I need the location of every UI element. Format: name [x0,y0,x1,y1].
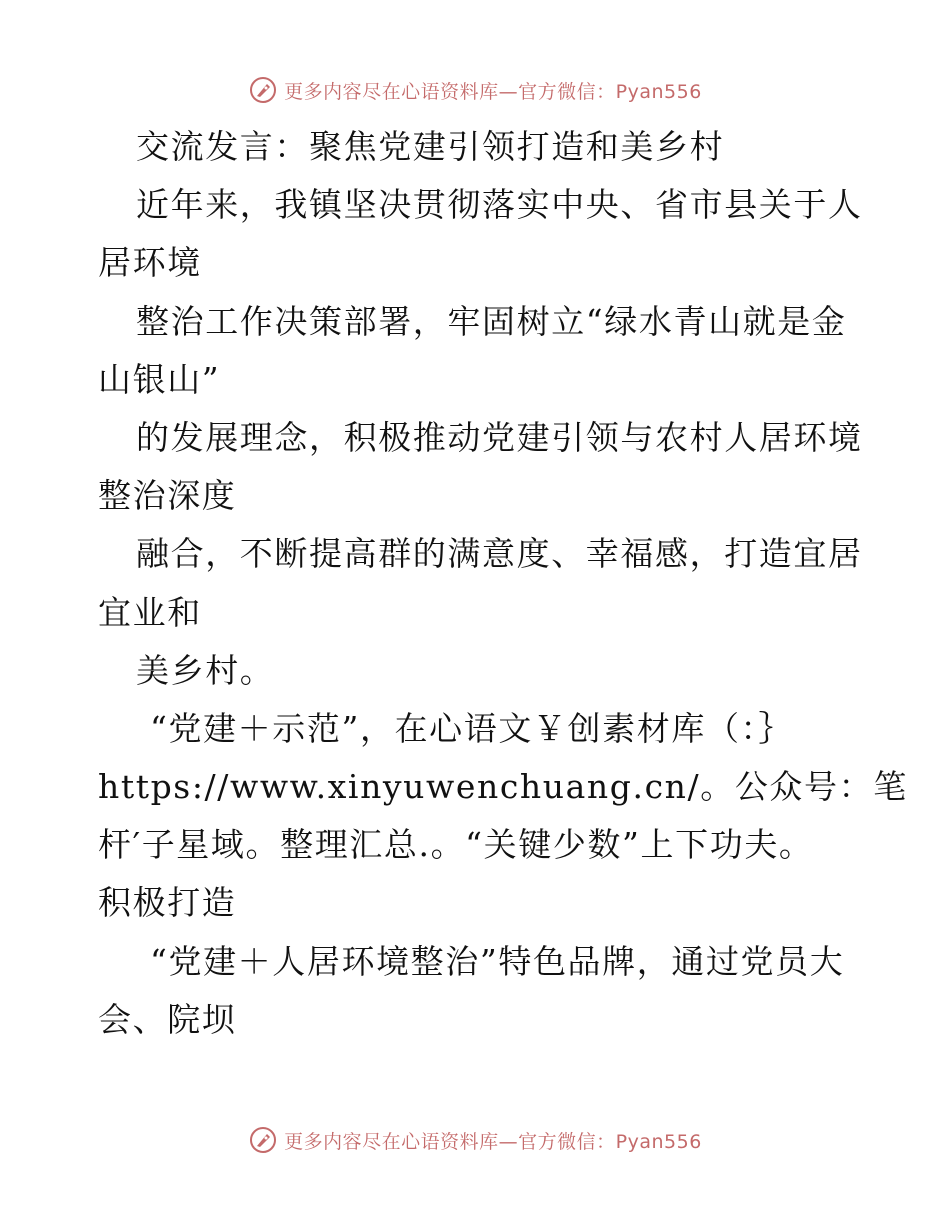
footer-watermark [0,1120,950,1160]
watermark-text: 更多内容尽在心语资料库—官方微信：Pyan556 [284,80,702,103]
paragraph-line: 的发展理念，积极推动党建引领与农村人居环境 [136,417,863,457]
paragraph-line: “党建＋人居环境整治”特色品牌，通过党员大 [150,941,845,981]
paragraph-line: 美乡村。 [136,650,275,690]
document-title: 交流发言：聚焦党建引领打造和美乡村 [136,127,725,166]
paragraph-line: “党建＋示范”，在心语文￥创素材库（：｝ [150,708,794,748]
paragraph-line: 整治深度 [98,476,237,516]
paragraph-line: 杆′子星域。整理汇总.。“关键少数”上下功夫。 [98,825,814,865]
pen-nib-logo-icon [248,75,278,105]
paragraph-line: 会、院坝 [98,999,237,1039]
paragraph-line: 整治工作决策部署，牢固树立“绿水青山就是金 [136,301,847,341]
paragraph-line: 山银山” [98,359,221,399]
paragraph-line: 融合，不断提高群的满意度、幸福感，打造宜居 [136,534,863,574]
paragraph-line: 近年来，我镇坚决贯彻落实中央、省市县关于人 [136,185,863,225]
paragraph-line: 宜业和 [98,592,202,632]
paragraph-line: 居环境 [98,243,202,283]
paragraph-line: https://www.xinyuwenchuang.cn/。公众号：笔 [98,767,908,807]
header-watermark [0,70,950,110]
pen-nib-logo-icon [248,1125,278,1155]
document-body [98,118,908,1049]
paragraph-line: 积极打造 [98,883,237,923]
watermark-text: 更多内容尽在心语资料库—官方微信：Pyan556 [284,1130,702,1153]
